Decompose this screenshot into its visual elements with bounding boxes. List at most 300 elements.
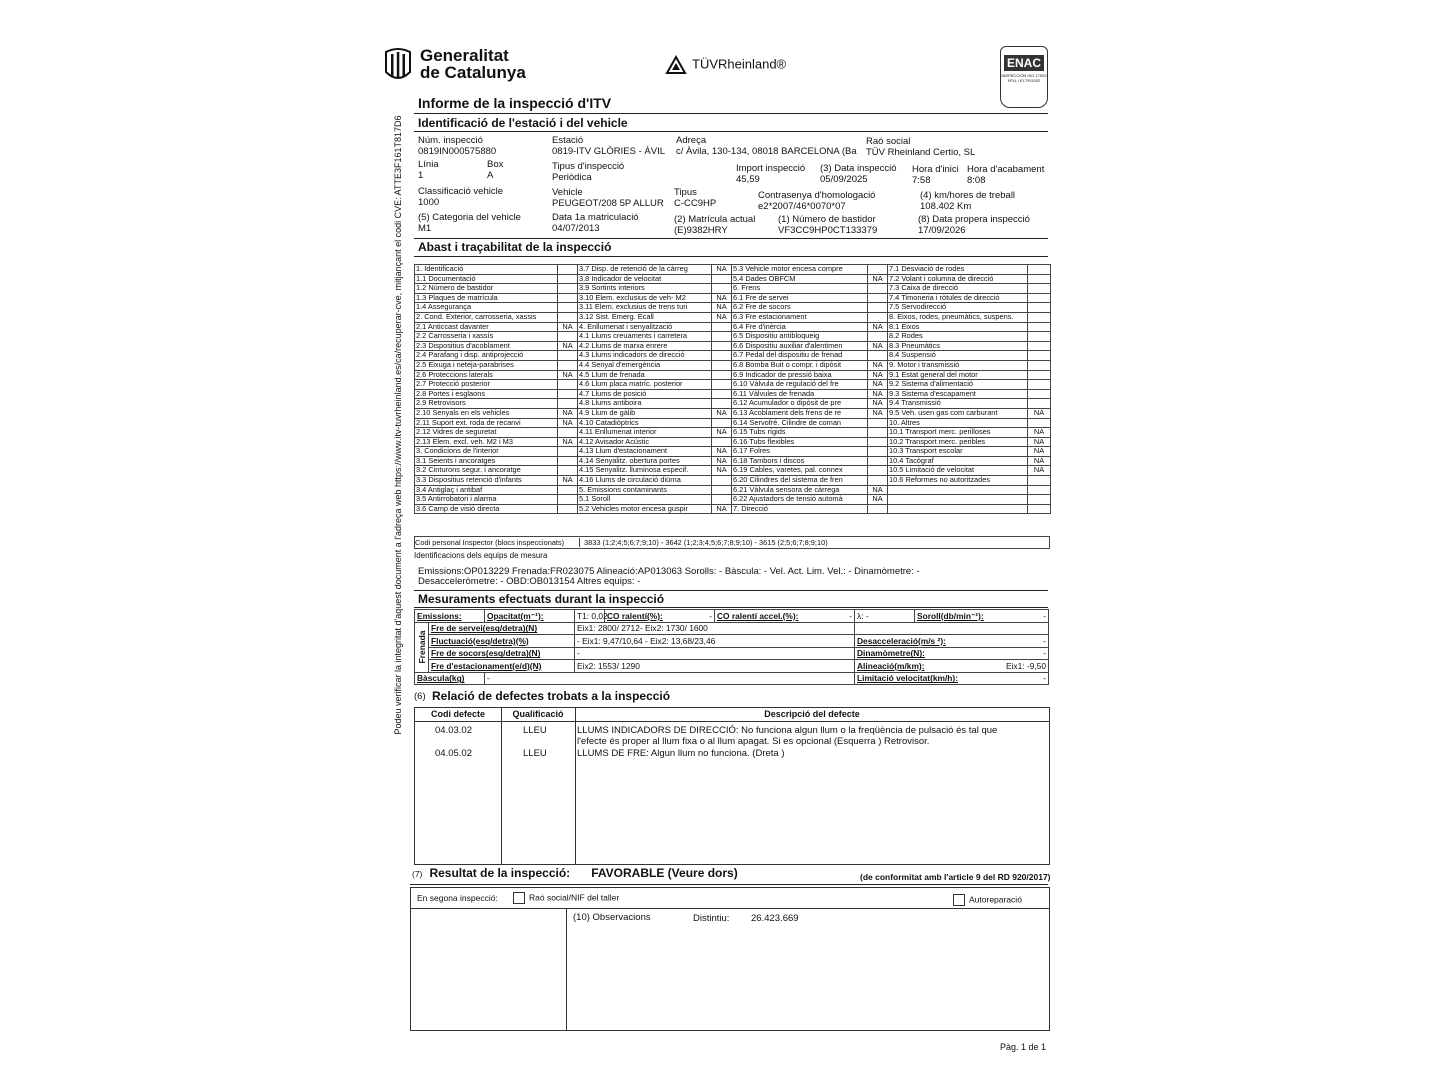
- na-mark: [1028, 485, 1051, 495]
- bascula-value: -: [485, 672, 855, 685]
- check-item: 8.3 Pneumàtics: [888, 341, 1028, 351]
- table-row: [415, 447, 1051, 457]
- divider: [411, 908, 1049, 909]
- col-qual: Qualificació: [501, 708, 575, 722]
- field-label: Hora d'inici: [912, 164, 959, 175]
- field: [674, 214, 755, 236]
- fre-est-label: Fre d'estacionament(e/d)(N): [429, 660, 575, 673]
- na-mark: [868, 437, 888, 447]
- divider: [414, 590, 1048, 591]
- na-mark: [1028, 341, 1051, 351]
- check-item: 6.15 Tubs rígids: [732, 428, 868, 438]
- na-mark: NA: [712, 303, 732, 313]
- na-mark: [712, 332, 732, 342]
- defect-qual: LLEU: [523, 725, 547, 736]
- co-ralenti-value: -: [709, 610, 712, 621]
- table-row: [415, 351, 1051, 361]
- check-item: 9.3 Sistema d'escapament: [888, 389, 1028, 399]
- defects-num: (6): [414, 691, 426, 702]
- na-mark: [558, 303, 578, 313]
- fluctuacio-value: - Eix1: 9,47/10,64 - Eix2: 13,68/23,46: [575, 635, 855, 648]
- check-item: 2.5 Eixuga i neteja-parabrises: [415, 360, 558, 370]
- auto-checkbox[interactable]: [953, 894, 965, 906]
- na-mark: [1028, 303, 1051, 313]
- enac-text: ENAC: [1004, 55, 1044, 71]
- check-item: 10.3 Transport escolar: [888, 447, 1028, 457]
- defect-desc: LLUMS DE FRE: Algun llum no funciona. (Dreta ): [577, 748, 785, 759]
- fre-servei-value: Eix1: 2800/ 2712- Eix2: 1730/ 1600: [575, 622, 855, 635]
- field-value: TÜV Rheinland Certio, SL: [866, 147, 976, 158]
- issuer-line2: de Catalunya: [420, 63, 526, 82]
- na-mark: [1028, 504, 1051, 514]
- check-item: 4.15 Senyalitz. lluminosa especif.: [578, 466, 712, 476]
- bascula-label: Bàscula(kg): [415, 672, 485, 685]
- na-mark: [558, 360, 578, 370]
- result-label: Resultat de la inspecció:: [429, 866, 571, 880]
- rao-field[interactable]: [513, 892, 619, 904]
- check-item: 6.11 Vàlvules de frenada: [732, 389, 868, 399]
- na-mark: [712, 341, 732, 351]
- na-mark: NA: [868, 341, 888, 351]
- alineacio-value: Eix1: -9,50: [1005, 660, 1046, 671]
- check-item: 10.4 Tacògraf: [888, 456, 1028, 466]
- check-item: 2.11 Suport ext. roda de recanvi: [415, 418, 558, 428]
- na-mark: [558, 312, 578, 322]
- check-item: 10.2 Transport merc. peribles: [888, 437, 1028, 447]
- divider: [414, 113, 1048, 114]
- na-mark: [868, 476, 888, 486]
- frenada-label: Frenada: [416, 630, 427, 664]
- check-item: 4.11 Enllumenat interior: [578, 428, 712, 438]
- na-mark: [712, 360, 732, 370]
- issuer-line1: Generalitat: [420, 46, 509, 65]
- na-mark: [1028, 351, 1051, 361]
- na-mark: [558, 265, 578, 275]
- na-mark: NA: [558, 437, 578, 447]
- field-label: Adreça: [676, 135, 707, 146]
- na-mark: [712, 476, 732, 486]
- check-item: 6.2 Fre de socors: [732, 303, 868, 313]
- check-item: 5.3 Vehicle motor encesa compre: [732, 265, 868, 275]
- check-item: 6.13 Acoblament dels frens de re: [732, 408, 868, 418]
- check-item: 3.2 Cinturons segur. i ancoratge: [415, 466, 558, 476]
- col-code: Codi defecte: [415, 708, 501, 722]
- table-row: [415, 428, 1051, 438]
- na-mark: [868, 466, 888, 476]
- na-mark: [868, 447, 888, 457]
- na-mark: [1028, 322, 1051, 332]
- tuv-text: TÜVRheinland®: [692, 56, 787, 72]
- cve-text: Podeu verificar la integritat d'aquest document a l'adreça web https://www.itv-tuvrheinland.es/ca/recuperar-cve, mitjançant el codi CVE: ATTE3F161T817D6: [393, 115, 403, 735]
- na-mark: [1028, 284, 1051, 294]
- na-mark: NA: [712, 293, 732, 303]
- na-mark: NA: [868, 274, 888, 284]
- na-mark: NA: [1028, 456, 1051, 466]
- na-mark: [868, 303, 888, 313]
- result-line: [412, 866, 738, 880]
- check-item: 6.1 Fre de servei: [732, 293, 868, 303]
- field: [674, 187, 716, 209]
- na-mark: NA: [868, 322, 888, 332]
- dinamometre-label: Dinamòmetre(N):: [857, 648, 925, 659]
- check-item: 3.9 Sortints interiors: [578, 284, 712, 294]
- check-item: 2.7 Protecció posterior: [415, 380, 558, 390]
- na-mark: [868, 456, 888, 466]
- scope-heading: Abast i traçabilitat de la inspecció: [418, 240, 612, 254]
- dinamometre-value: -: [1043, 648, 1046, 659]
- col-desc: Descripció del defecte: [575, 708, 1049, 722]
- table-row: [415, 504, 1051, 514]
- field-label: Tipus d'inspecció: [552, 161, 625, 172]
- check-item: [888, 504, 1028, 514]
- divider: [410, 884, 1048, 885]
- field: [418, 159, 439, 181]
- codi-value: 3833 (1;2;4;5;6;7;9;10) - 3642 (1;2;3;4;5;6;7;8;9;10) - 3615 (2;5;6;7;8;9;10): [579, 538, 828, 547]
- check-item: 6.3 Fre estacionament: [732, 312, 868, 322]
- check-item: 3.12 Sist. Emerg. Ecall: [578, 312, 712, 322]
- check-item: 7.4 Timoneria i ròtules de direcció: [888, 293, 1028, 303]
- table-row: [415, 284, 1051, 294]
- check-item: 6.8 Bomba Buit o compr. i dipòsit: [732, 360, 868, 370]
- field-value: 1: [418, 170, 424, 181]
- na-mark: [1028, 495, 1051, 505]
- field-label: Contrasenya d'homologació: [758, 190, 876, 201]
- na-mark: NA: [558, 322, 578, 332]
- lambda-value: λ: -: [855, 610, 915, 623]
- soroll-label: Soroll(db/min⁻¹):: [917, 610, 984, 621]
- na-mark: NA: [558, 408, 578, 418]
- measurements-heading: Mesuraments efectuats durant la inspecció: [418, 592, 665, 606]
- check-item: 7.2 Volant i columna de direcció: [888, 274, 1028, 284]
- na-mark: [712, 274, 732, 284]
- na-mark: NA: [558, 476, 578, 486]
- check-item: 3.7 Disp. de retenció de la càrreg: [578, 265, 712, 275]
- auto-field[interactable]: [953, 894, 1022, 906]
- field-label: Raó social: [866, 136, 911, 147]
- na-mark: [1028, 380, 1051, 390]
- na-mark: [558, 293, 578, 303]
- check-item: 2.1 Anticcast davanter: [415, 322, 558, 332]
- na-mark: NA: [558, 418, 578, 428]
- na-mark: [1028, 312, 1051, 322]
- field-label: Vehicle: [552, 187, 583, 198]
- check-item: 10. Altres: [888, 418, 1028, 428]
- check-item: 10.6 Reformes no autoritzades: [888, 476, 1028, 486]
- check-item: 5.2 Vehicles motor encesa guspir: [578, 504, 712, 514]
- check-item: 3. Condicions de l'interior: [415, 447, 558, 457]
- na-mark: [712, 485, 732, 495]
- fluctuacio-label: Fluctuació(esq/detra)(%): [429, 635, 575, 648]
- check-item: 1.1 Documentació: [415, 274, 558, 284]
- check-item: 6.5 Dispositiu antibloqueig: [732, 332, 868, 342]
- equipment-heading: Identificacions dels equips de mesura: [414, 551, 548, 560]
- na-mark: NA: [712, 312, 732, 322]
- check-item: 2.4 Parafang i disp. antiprojecció: [415, 351, 558, 361]
- na-mark: [712, 370, 732, 380]
- check-item: 4.13 Llum d'estacionament: [578, 447, 712, 457]
- check-item: 3.11 Elem. exclusius de trens turi: [578, 303, 712, 313]
- field-label: Import inspecció: [736, 163, 806, 174]
- check-item: 6.16 Tubs flexibles: [732, 437, 868, 447]
- na-mark: [558, 504, 578, 514]
- check-item: 6.9 Indicador de pressió baixa: [732, 370, 868, 380]
- na-mark: [868, 312, 888, 322]
- na-mark: NA: [712, 456, 732, 466]
- check-item: 8. Eixos, rodes, pneumàtics, suspens.: [888, 312, 1028, 322]
- na-mark: [558, 389, 578, 399]
- na-mark: [558, 447, 578, 457]
- field-value: c/ Àvila, 130-134, 08018 BARCELONA (Ba: [676, 146, 857, 157]
- table-row: [415, 312, 1051, 322]
- na-mark: NA: [1028, 447, 1051, 457]
- check-item: 4.7 Llums de posició: [578, 389, 712, 399]
- field-value: 7:58: [912, 175, 931, 186]
- field-label: Classificació vehicle: [418, 186, 504, 197]
- limitacio-label: Limitació velocitat(km/h):: [857, 673, 958, 684]
- field: [912, 164, 959, 186]
- na-mark: NA: [868, 370, 888, 380]
- check-item: 2.2 Carrosseria i xassís: [415, 332, 558, 342]
- check-item: 9.1 Estat general del motor: [888, 370, 1028, 380]
- check-item: 4.16 Llums de circulació diürna: [578, 476, 712, 486]
- check-item: 6.6 Dispositiu auxiliar d'alentimen: [732, 341, 868, 351]
- field: [967, 164, 1044, 186]
- cve-sidebar: [388, 115, 408, 735]
- check-item: 2.6 Proteccions laterals: [415, 370, 558, 380]
- field: [758, 190, 875, 212]
- na-mark: [1028, 293, 1051, 303]
- co-accel-label: CO ralentí accel.(%):: [717, 610, 799, 621]
- na-mark: NA: [712, 428, 732, 438]
- document-title: Informe de la inspecció d'ITV: [418, 95, 612, 111]
- check-item: 1.3 Plaques de matrícula: [415, 293, 558, 303]
- na-mark: NA: [868, 389, 888, 399]
- field: [736, 163, 805, 185]
- check-item: 3.4 Antiglaç i antibaf: [415, 485, 558, 495]
- na-mark: NA: [868, 399, 888, 409]
- na-mark: [1028, 399, 1051, 409]
- check-item: 4.8 Llums antiboira: [578, 399, 712, 409]
- check-item: 4.5 Llum de frenada: [578, 370, 712, 380]
- field: [418, 186, 503, 208]
- generalitat-emblem-icon: [384, 48, 412, 82]
- table-row: [415, 399, 1051, 409]
- defect-desc-cont: l'efecte és proper al llum fixa o al llum apagat. Si es opcional (Esquerra ) Retrovisor.: [577, 736, 930, 747]
- alineacio-label: Alineació(m/km):: [857, 660, 925, 671]
- na-mark: [868, 504, 888, 514]
- inspector-codes: [414, 536, 1050, 549]
- check-item: 7.5 Servodirecció: [888, 303, 1028, 313]
- enac-seal: [1000, 46, 1048, 108]
- na-mark: [558, 380, 578, 390]
- check-item: 2.3 Dispositius d'acoblament: [415, 341, 558, 351]
- co-accel-value: -: [849, 610, 852, 621]
- field-label: (1) Número de bastidor: [778, 214, 876, 225]
- check-item: 8.1 Eixos: [888, 322, 1028, 332]
- field-label: Hora d'acabament: [967, 164, 1045, 175]
- co-ralenti-label: CO ralentí(%):: [607, 610, 663, 621]
- field-value: 04/07/2013: [552, 223, 600, 234]
- check-item: 3.3 Dispositius retenció d'infants: [415, 476, 558, 486]
- field-value: e2*2007/46*0070*07: [758, 201, 846, 212]
- na-mark: NA: [712, 466, 732, 476]
- divider: [414, 131, 1048, 132]
- na-mark: [1028, 370, 1051, 380]
- second-label: En segona inspecció:: [417, 893, 498, 903]
- defects-table: [414, 707, 1050, 865]
- divider: [414, 238, 1048, 239]
- t1-value: T1: 0,02: [575, 610, 605, 623]
- fre-servei-label: Fre de servei(esq/detra)(N): [429, 622, 575, 635]
- na-mark: [1028, 265, 1051, 275]
- table-row: [415, 380, 1051, 390]
- divider: [566, 908, 567, 1030]
- check-item: 10.1 Transport merc. perilloses: [888, 428, 1028, 438]
- second-inspection-box: [410, 887, 1050, 1031]
- check-item: 4.9 Llum de gàlib: [578, 408, 712, 418]
- na-mark: NA: [712, 408, 732, 418]
- na-mark: [868, 332, 888, 342]
- field-label: Línia: [418, 159, 439, 170]
- field-value: PEUGEOT/208 5P ALLUR: [552, 198, 664, 209]
- fre-est-value: Eix2: 1553/ 1290: [575, 660, 855, 673]
- result-note: (de conformitat amb l'article 9 del RD 920/2017): [860, 872, 1051, 882]
- na-mark: [558, 428, 578, 438]
- na-mark: NA: [1028, 428, 1051, 438]
- field-label: (4) km/hores de treball: [920, 190, 1016, 201]
- check-item: 4.10 Catadiòptrics: [578, 418, 712, 428]
- result-value: FAVORABLE (Veure dors): [591, 866, 738, 880]
- na-mark: NA: [712, 265, 732, 275]
- check-item: 4.1 Llums creuaments i carretera: [578, 332, 712, 342]
- field-value: (E)9382HRY: [674, 225, 728, 236]
- na-mark: NA: [1028, 408, 1051, 418]
- tuv-triangle-icon: [666, 56, 686, 74]
- field-label: Box: [487, 159, 504, 170]
- measurements-table: [414, 609, 1049, 685]
- na-mark: NA: [558, 370, 578, 380]
- field: [552, 135, 665, 157]
- check-item: 8.4 Suspensió: [888, 351, 1028, 361]
- na-mark: [868, 293, 888, 303]
- field-label: (2) Matrícula actual: [674, 214, 756, 225]
- na-mark: [1028, 332, 1051, 342]
- observations-label: (10) Observacions: [573, 912, 651, 923]
- field: [418, 135, 496, 157]
- field: [552, 187, 664, 209]
- field-value: 05/09/2025: [820, 174, 868, 185]
- check-item: 2.13 Elem. excl. veh. M2 i M3: [415, 437, 558, 447]
- enac-sub: INSPECCIÓN ISO 17020 Nº14 / EI-TP/2002: [1001, 73, 1047, 83]
- field-value: 45,59: [736, 174, 760, 185]
- check-item: 6.10 Vàlvula de regulació del fre: [732, 380, 868, 390]
- na-mark: NA: [868, 408, 888, 418]
- auto-label: Autoreparació: [969, 894, 1022, 905]
- check-item: 7.3 Caixa de direcció: [888, 284, 1028, 294]
- soroll-value: -: [1043, 610, 1046, 621]
- desacceleracio-value: -: [1043, 635, 1046, 646]
- check-item: 7. Direcció: [732, 504, 868, 514]
- check-item: 2.8 Portes i esglaons: [415, 389, 558, 399]
- defect-qual: LLEU: [523, 748, 547, 759]
- field: [866, 136, 975, 158]
- field: [918, 214, 1030, 236]
- check-item: 4.4 Senyal d'emergència: [578, 360, 712, 370]
- check-item: 1.4 Assegurança: [415, 303, 558, 313]
- check-item: 4.3 Llums indicadors de direcció: [578, 351, 712, 361]
- field-value: 17/09/2026: [918, 225, 966, 236]
- limitacio-value: -: [1043, 673, 1046, 684]
- na-mark: [868, 284, 888, 294]
- check-item: 6.12 Acumulador o dipòsit de pre: [732, 399, 868, 409]
- divider: [414, 607, 1048, 608]
- check-item: 5. Emissions contaminants: [578, 485, 712, 495]
- fre-socors-value: -: [575, 647, 855, 660]
- na-mark: [712, 389, 732, 399]
- na-mark: [712, 495, 732, 505]
- na-mark: NA: [868, 360, 888, 370]
- na-mark: [712, 399, 732, 409]
- equipment-line1: Emissions:OP013229 Frenada:FR023075 Alineació:AP013063 Sorolls: - Bàscula: - Vel. Act. Lim. Vel.: - Dinamòmetre: -: [418, 566, 920, 577]
- na-mark: [1028, 476, 1051, 486]
- scope-table: [414, 264, 1051, 514]
- na-mark: [1028, 389, 1051, 399]
- field-value: M1: [418, 223, 432, 234]
- field-value: A: [487, 170, 494, 181]
- check-item: 3.10 Elem. exclusius de veh- M2: [578, 293, 712, 303]
- field-label: (5) Categoria del vehicle: [418, 212, 521, 223]
- check-item: 7.1 Desviació de rodes: [888, 265, 1028, 275]
- field-value: VF3CC9HP0CT133379: [778, 225, 878, 236]
- field: [820, 163, 897, 185]
- check-item: 6.20 Cilindres del sistema de fren: [732, 476, 868, 486]
- na-mark: [558, 495, 578, 505]
- na-mark: [868, 428, 888, 438]
- defect-code: 04.05.02: [435, 748, 472, 759]
- check-item: 6.17 Folres: [732, 447, 868, 457]
- check-item: 6.19 Cables, varetes, pal. connex: [732, 466, 868, 476]
- field-value: C-CC9HP: [674, 198, 717, 209]
- check-item: 9.5 Veh. usen gas com carburant: [888, 408, 1028, 418]
- field-label: Estació: [552, 135, 584, 146]
- na-mark: [558, 485, 578, 495]
- check-item: 4.2 Llums de marxa enrere: [578, 341, 712, 351]
- rao-checkbox[interactable]: [513, 892, 525, 904]
- na-mark: NA: [712, 447, 732, 457]
- distintiu-value: 26.423.669: [751, 913, 799, 924]
- equipment-line2: Desacceleròmetre: - OBD:OB013154 Altres equips: -: [418, 576, 641, 587]
- field-label: Núm. inspecció: [418, 135, 483, 146]
- check-item: 6.7 Pedal del dispositiu de frenad: [732, 351, 868, 361]
- field-value: 0819IN000575880: [418, 146, 497, 157]
- na-mark: [712, 351, 732, 361]
- field: [920, 190, 1015, 212]
- field-value: 108.402 Km: [920, 201, 972, 212]
- field-value: 0819-ITV GLÒRIES - ÀVIL: [552, 146, 665, 157]
- check-item: 3.1 Seients i ancoratges: [415, 456, 558, 466]
- na-mark: [558, 399, 578, 409]
- na-mark: [558, 456, 578, 466]
- na-mark: NA: [1028, 466, 1051, 476]
- na-mark: [712, 284, 732, 294]
- na-mark: [558, 274, 578, 284]
- check-item: 6.22 Ajustadors de tensió automà: [732, 495, 868, 505]
- table-row: [415, 476, 1051, 486]
- distintiu-label: Distintiu:: [693, 913, 730, 924]
- check-item: 3.8 Indicador de velocitat: [578, 274, 712, 284]
- field: [552, 161, 624, 183]
- field-value: 1000: [418, 197, 440, 208]
